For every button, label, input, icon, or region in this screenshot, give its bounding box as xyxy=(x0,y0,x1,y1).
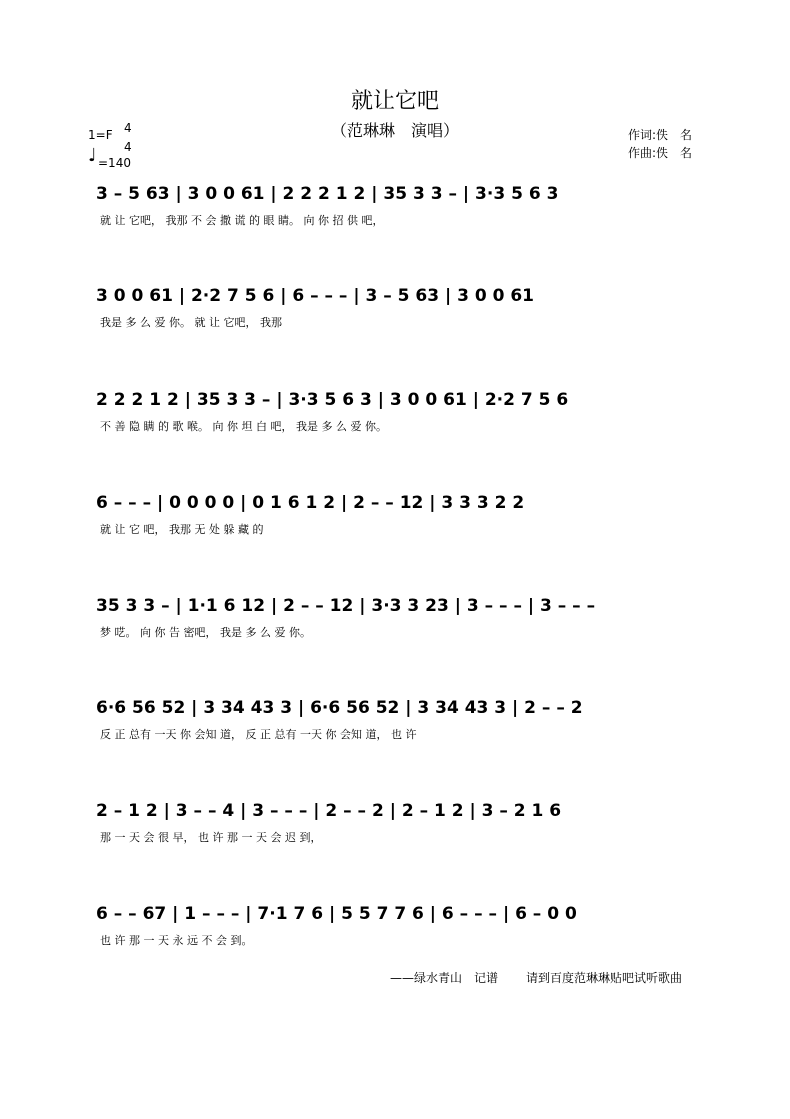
notes-line: 2 2 2 1 2 | 35 3 3 – | 3·3 5 6 3 | 3 0 0 61 | 2·2 7 5 6 xyxy=(96,390,569,410)
notes-line: 3 – 5 63 | 3 0 0 61 | 2 2 2 1 2 | 35 3 3 – | 3·3 5 6 3 xyxy=(96,184,559,204)
footer-note: 请到百度范琳琳贴吧试听歌曲 xyxy=(526,971,683,985)
system-1 xyxy=(0,184,790,264)
notes-line: 2 – 1 2 | 3 – – 4 | 3 – – – | 2 – – 2 | 2 – 1 2 | 3 – 2 1 6 xyxy=(96,801,562,821)
quarter-note-icon: ♩ xyxy=(88,145,97,166)
notes-line: 6 – – 67 | 1 – – – | 7·1 7 6 | 5 5 7 7 6 | 6 – – – | 6 – 0 0 xyxy=(96,904,577,924)
system-4 xyxy=(0,493,790,573)
lyrics-line: 梦 呓。 向 你 告 密吧， 我是 多 么 爱 你。 xyxy=(100,626,311,639)
time-signature-top: 4 xyxy=(124,121,132,135)
lyrics-line: 就 让 它 吧， 我那 无 处 躲 藏 的 xyxy=(100,523,264,536)
song-subtitle: （范琳琳 演唱） xyxy=(330,121,459,140)
time-signature-bottom: 4 xyxy=(124,140,132,154)
lyrics-line: 那 一 天 会 很 早， 也 许 那 一 天 会 迟 到， xyxy=(100,831,322,844)
system-5 xyxy=(0,596,790,676)
lyrics-line: 不 善 隐 瞒 的 歌 喉。 向 你 坦 白 吧， 我是 多 么 爱 你。 xyxy=(100,420,387,433)
composer: 作曲:佚 名 xyxy=(628,146,693,160)
notes-line: 6 – – – | 0 0 0 0 | 0 1 6 1 2 | 2 – – 12 | 3 3 3 2 2 xyxy=(96,493,525,513)
lyrics-line: 我是 多 么 爱 你。 就 让 它吧， 我那 xyxy=(100,316,282,329)
lyrics-line: 也 许 那 一 天 永 远 不 会 到。 xyxy=(100,934,253,947)
lyrics-line: 就 让 它吧， 我那 不 会 撒 谎 的 眼 睛。 向 你 招 供 吧， xyxy=(100,214,384,227)
notes-line: 35 3 3 – | 1·1 6 12 | 2 – – 12 | 3·3 3 23 | 3 – – – | 3 – – – xyxy=(96,596,596,616)
lyrics-line: 反 正 总有 一天 你 会知 道， 反 正 总有 一天 你 会知 道， 也 许 xyxy=(100,728,417,741)
lyricist: 作词:佚 名 xyxy=(628,128,693,142)
notes-line: 6·6 56 52 | 3 34 43 3 | 6·6 56 52 | 3 34 43 3 | 2 – – 2 xyxy=(96,698,583,718)
system-7 xyxy=(0,801,790,881)
tempo: =140 xyxy=(98,156,131,170)
key-signature: 1=F xyxy=(88,128,113,142)
song-title: 就让它吧 xyxy=(350,89,439,114)
system-6 xyxy=(0,698,790,778)
system-2 xyxy=(0,286,790,366)
notes-line: 3 0 0 61 | 2·2 7 5 6 | 6 – – – | 3 – 5 63 | 3 0 0 61 xyxy=(96,286,534,306)
footer-credit: ——绿水青山 记谱 xyxy=(390,971,499,985)
system-3 xyxy=(0,390,790,470)
